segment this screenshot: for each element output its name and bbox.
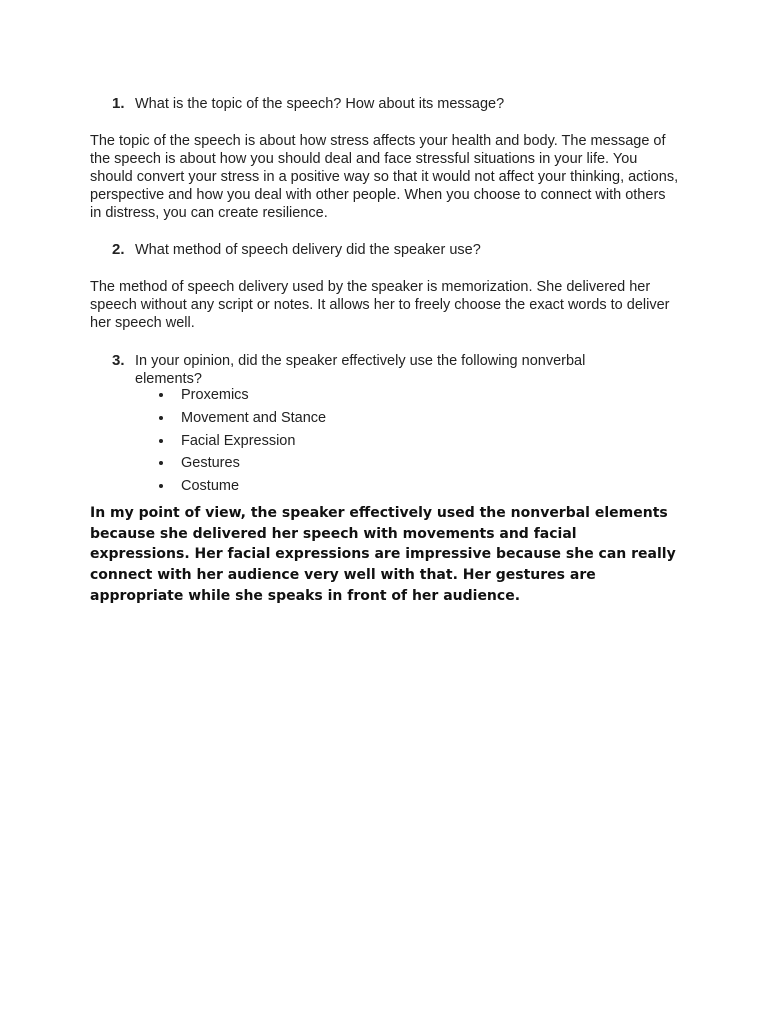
question-number: 3. [112, 352, 125, 369]
list-item [157, 477, 326, 500]
list-item [157, 454, 326, 477]
list-item-label: Facial Expression [181, 432, 296, 449]
answer-3: In my point of view, the speaker effectively used the nonverbal elements because she delivered her speech with movements and facial expressions. Her facial expressions are impressive because she can really connect with her audience very well with that. Her gestures are appropriate while she speaks in front of her audience. [90, 505, 676, 604]
list-item-label: Proxemics [181, 387, 249, 403]
answer-1: The topic of the speech is about how stress affects your health and body. The message of the speech is about how you should deal and face stressful situations in your life. You should convert your stress in a positive way so that it would not affect your thinking, actions, perspective and how you deal with other people. When you choose to connect with others in distress, you can create resilience. [90, 133, 679, 221]
nonverbal-elements-list [157, 386, 326, 500]
answer-2: The method of speech delivery used by the speaker is memorization. She delivered her speech without any script or notes. It allows her to freely choose the exact words to deliver her speech well. [90, 279, 670, 331]
list-item-label: Movement and Stance [181, 409, 327, 426]
list-item [157, 432, 326, 455]
list-item [157, 409, 326, 432]
bullet-icon [159, 461, 163, 465]
bullet-icon [159, 416, 163, 420]
question-text: What is the topic of the speech? How about its message? [135, 96, 505, 112]
list-item-label: Gestures [181, 455, 240, 472]
list-item [157, 386, 326, 409]
question-number: 1. [112, 95, 125, 112]
bullet-icon [159, 484, 163, 488]
question-text: What method of speech delivery did the speaker use? [135, 242, 481, 258]
question-text: In your opinion, did the speaker effectively use the following nonverbal elements? [135, 353, 586, 387]
question-number: 2. [112, 241, 125, 258]
list-item-label: Costume [181, 478, 240, 495]
bullet-icon [159, 439, 163, 443]
bullet-icon [159, 393, 163, 397]
